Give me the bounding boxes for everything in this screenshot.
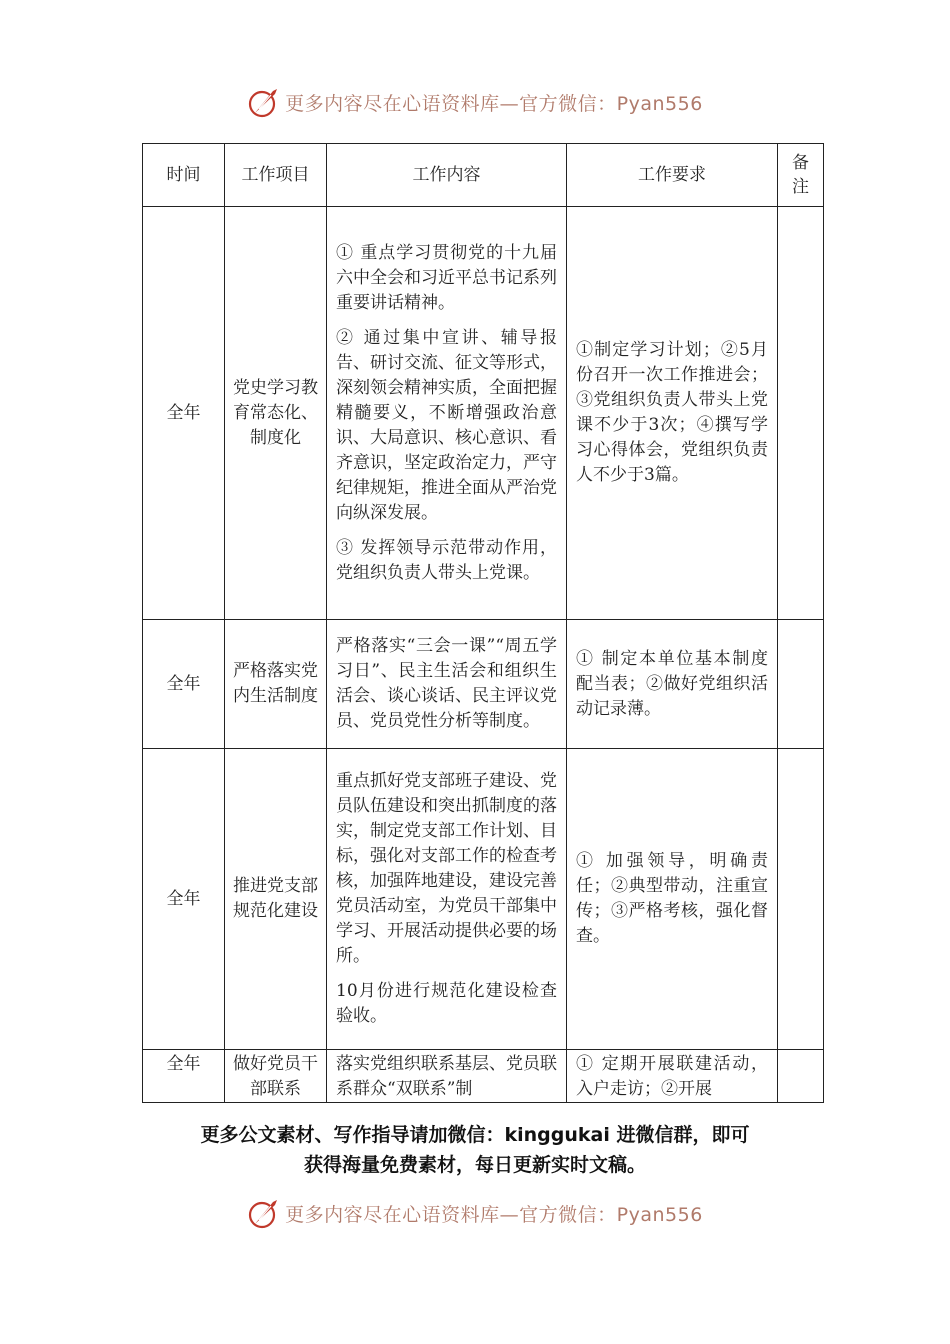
table-header-row [143, 144, 824, 207]
promo-footnote [0, 1120, 950, 1180]
cell-project: 党史学习教育常态化、制度化 [225, 207, 327, 620]
banner-text: 更多内容尽在心语资料库—官方微信：Pyan556 [285, 1203, 703, 1226]
table-row [143, 749, 824, 1050]
content-paragraph: ① 重点学习贯彻党的十九届六中全会和习近平总书记系列重要讲话精神。 [336, 242, 557, 313]
header-project: 工作项目 [225, 144, 327, 207]
cell-content [327, 620, 567, 749]
cell-requirement: ① 制定本单位基本制度配当表；②做好党组织活动记录薄。 [567, 620, 778, 749]
cell-requirement: ① 加强领导，明确责任；②典型带动，注重宣传；③严格考核，强化督查。 [567, 749, 778, 1050]
cell-requirement: ①制定学习计划；②5月份召开一次工作推进会；③党组织负责人带头上党课不少于3次；④撰写学习心得体会，党组织负责人不少于3篇。 [567, 207, 778, 620]
header-content: 工作内容 [327, 144, 567, 207]
cell-content [327, 207, 567, 620]
header-banner [0, 82, 950, 122]
header-time: 时间 [143, 144, 225, 207]
cell-project: 严格落实党内生活制度 [225, 620, 327, 749]
cell-project: 推进党支部规范化建设 [225, 749, 327, 1050]
cell-time: 全年 [143, 749, 225, 1050]
cell-remark [778, 620, 824, 749]
footer-banner [0, 1193, 950, 1233]
content-paragraph: ③ 发挥领导示范带动作用，党组织负责人带头上党课。 [336, 537, 557, 583]
cell-time: 全年 [143, 620, 225, 749]
promo-line: 更多公文素材、写作指导请加微信：kinggukai 进微信群，即可 [200, 1124, 750, 1146]
banner-text: 更多内容尽在心语资料库—官方微信：Pyan556 [285, 92, 703, 115]
content-paragraph: 严格落实“三会一课”“周五学习日”、民主生活会和组织生活会、谈心谈话、民主评议党员、党员党性分析等制度。 [336, 636, 557, 731]
quill-pen-logo-icon [247, 1196, 281, 1230]
work-plan-table [142, 143, 824, 1103]
header-requirement: 工作要求 [567, 144, 778, 207]
content-paragraph: 10月份进行规范化建设检查验收。 [336, 981, 557, 1026]
cell-remark [778, 1050, 824, 1103]
cell-time: 全年 [143, 1050, 225, 1103]
quill-pen-logo-icon [247, 85, 281, 119]
content-paragraph: ② 通过集中宣讲、辅导报告、研讨交流、征文等形式，深刻领会精神实质，全面把握精髓要义，不断增强政治意识、大局意识、核心意识、看齐意识，坚定政治定力，严守纪律规矩，推进全面从严治党向纵深发展。 [336, 327, 557, 523]
promo-line: 获得海量免费素材，每日更新实时文稿。 [303, 1154, 646, 1176]
table-row [143, 1050, 824, 1103]
cell-time: 全年 [143, 207, 225, 620]
cell-content [327, 749, 567, 1050]
header-remark: 备 注 [778, 144, 824, 207]
cell-remark [778, 207, 824, 620]
content-paragraph: 重点抓好党支部班子建设、党员队伍建设和突出抓制度的落实，制定党支部工作计划、目标，强化对支部工作的检查考核，加强阵地建设，建设完善党员活动室，为党员干部集中学习、开展活动提供必要的场所。 [336, 771, 557, 966]
table-row [143, 620, 824, 749]
cell-remark [778, 749, 824, 1050]
table-row [143, 207, 824, 620]
cell-requirement: ① 定期开展联建活动，入户走访；②开展 [567, 1050, 778, 1103]
cell-content: 落实党组织联系基层、党员联系群众“双联系”制 [327, 1050, 567, 1103]
cell-project: 做好党员干部联系 [225, 1050, 327, 1103]
